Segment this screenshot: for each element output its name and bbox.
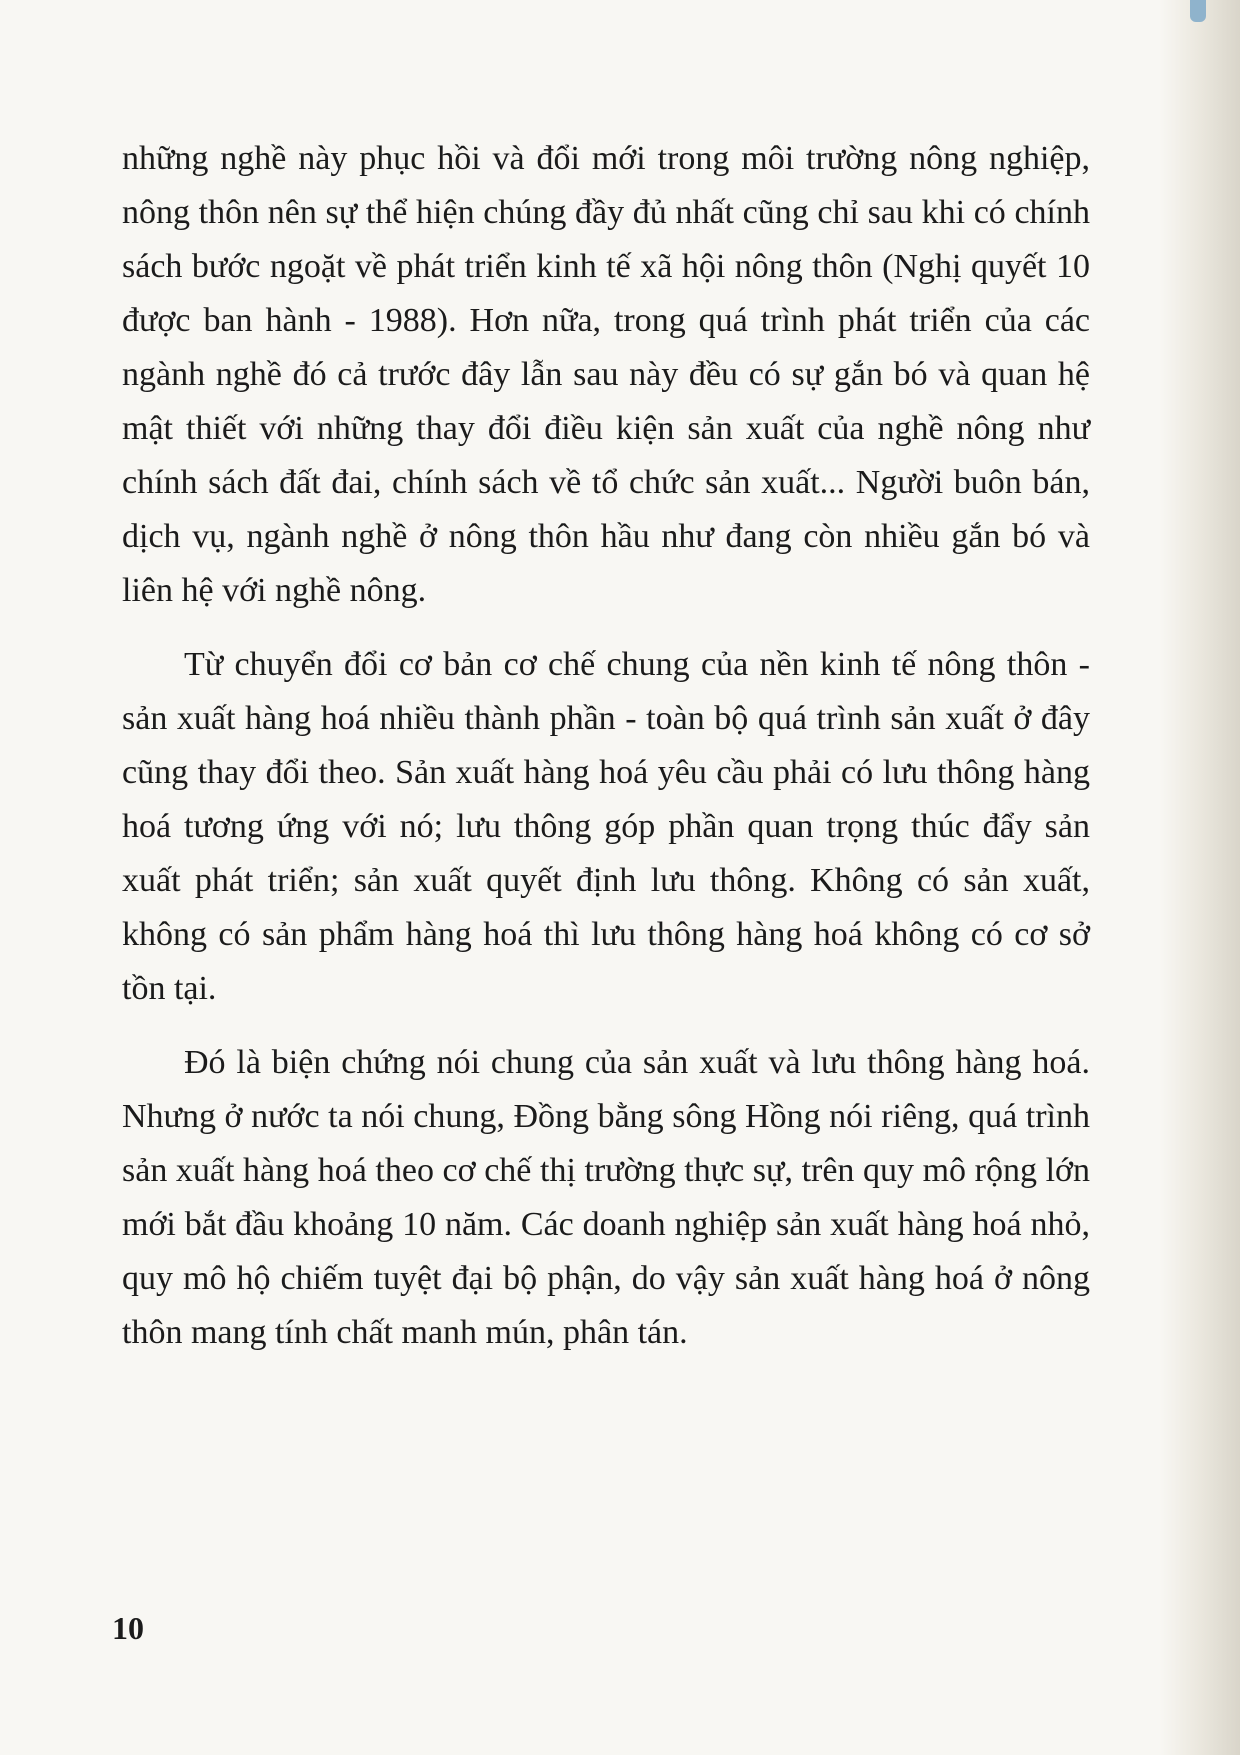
page-number: 10 [112, 1610, 144, 1646]
paragraph-2: Từ chuyển đổi cơ bản cơ chế chung của nền kinh tế nông thôn - sản xuất hàng hoá nhiều thành phần - toàn bộ quá trình sản xuất ở đây cũng thay đổi theo. Sản xuất hàng hoá yêu cầu phải có lưu thông hàng hoá tương ứng với nó; lưu thông góp phần quan trọng thúc đẩy sản xuất phát triển; sản xuất quyết định lưu thông. Không có sản xuất, không có sản phẩm hàng hoá thì lưu thông hàng hoá không có cơ sở tồn tại. [122, 646, 1090, 1007]
paragraph-3: Đó là biện chứng nói chung của sản xuất và lưu thông hàng hoá. Nhưng ở nước ta nói chung, Đồng bằng sông Hồng nói riêng, quá trình sản xuất hàng hoá theo cơ chế thị trường thực sự, trên quy mô rộng lớn mới bắt đầu khoảng 10 năm. Các doanh nghiệp sản xuất hàng hoá nhỏ, quy mô hộ chiếm tuyệt đại bộ phận, do vậy sản xuất hàng hoá ở nông thôn mang tính chất manh mún, phân tán. [122, 1044, 1090, 1351]
body-text [122, 132, 1090, 1380]
paragraph-1: những nghề này phục hồi và đổi mới trong môi trường nông nghiệp, nông thôn nên sự thể hiện chúng đầy đủ nhất cũng chỉ sau khi có chính sách bước ngoặt về phát triển kinh tế xã hội nông thôn (Nghị quyết 10 được ban hành - 1988). Hơn nữa, trong quá trình phát triển của các ngành nghề đó cả trước đây lẫn sau này đều có sự gắn bó và quan hệ mật thiết với những thay đổi điều kiện sản xuất của nghề nông như chính sách đất đai, chính sách về tổ chức sản xuất... Người buôn bán, dịch vụ, ngành nghề ở nông thôn hầu như đang còn nhiều gắn bó và liên hệ với nghề nông. [122, 140, 1090, 609]
page-edge-shadow [1160, 0, 1240, 1755]
page-edge-mark [1190, 0, 1206, 22]
